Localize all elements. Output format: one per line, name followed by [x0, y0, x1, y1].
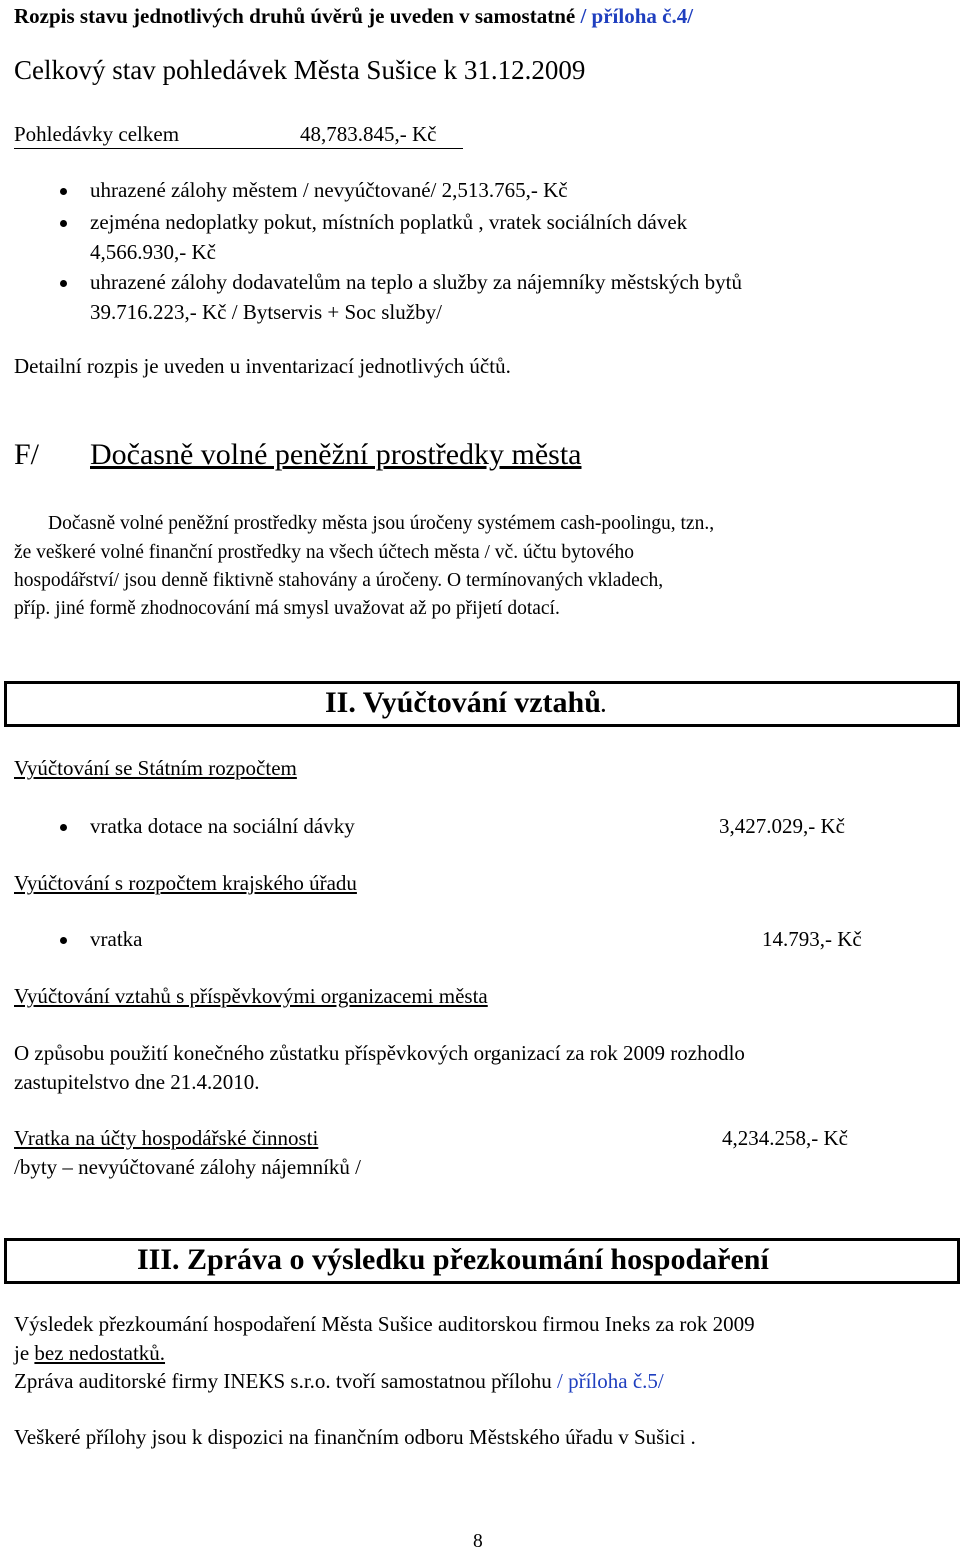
list-item: uhrazené zálohy městem / nevyúčtované/ 2,513.765,- Kč: [90, 178, 568, 202]
region-item-label: vratka: [90, 927, 143, 951]
org-text-line: zastupitelstvo dne 21.4.2010.: [14, 1070, 260, 1094]
bullet-icon: [60, 937, 67, 944]
bullet-icon: [60, 824, 67, 831]
list-item: zejména nedoplatky pokut, místních poplatků , vratek sociálních dávek: [90, 210, 688, 234]
receivables-total-value: 48,783.845,- Kč: [300, 122, 437, 146]
paragraph-line: příp. jiné formě zhodnocování má smysl uvažovat až po přijetí dotací.: [14, 598, 560, 619]
org-text-line: O způsobu použití konečného zůstatku příspěvkových organizací za rok 2009 rozhodlo: [14, 1041, 745, 1065]
section-f-title: Dočasně volné peněžní prostředky města: [90, 438, 582, 471]
availability-note: Veškeré přílohy jsou k dispozici na finančním odboru Městského úřadu v Sušici .: [14, 1425, 696, 1449]
list-item-continuation: 4,566.930,- Kč: [90, 240, 216, 264]
report-text: Zpráva auditorské firmy INEKS s.r.o. tvoří samostatnou přílohu: [14, 1369, 557, 1393]
region-item-value: 14.793,- Kč: [762, 927, 862, 951]
region-budget-title: Vyúčtování s rozpočtem krajského úřadu: [14, 871, 357, 895]
page-number: 8: [473, 1531, 483, 1552]
return-note: /byty – nevyúčtované zálohy nájemníků /: [14, 1155, 361, 1179]
section-ii-heading: II. Vyúčtování vztahů.: [325, 686, 606, 719]
list-item-continuation: 39.716.223,- Kč / Bytservis + Soc služby/: [90, 300, 442, 324]
receivables-total-label: Pohledávky celkem: [14, 122, 180, 146]
org-title: Vyúčtování vztahů s příspěvkovými organizacemi města: [14, 984, 488, 1008]
no-deficiencies-text: bez nedostatků.: [34, 1341, 166, 1365]
bullet-icon: [60, 220, 67, 227]
paragraph-line: Dočasně volné peněžní prostředky města jsou úročeny systémem cash-poolingu, tzn.,: [48, 513, 715, 534]
return-value: 4,234.258,- Kč: [722, 1126, 848, 1150]
attachment-4-link[interactable]: / příloha č.4/: [580, 4, 694, 28]
paragraph-line: že veškeré volné finanční prostředky na všech účtech města / vč. účtu bytového: [14, 542, 634, 563]
bullet-icon: [60, 280, 67, 287]
attachment-5-link[interactable]: / příloha č.5/: [557, 1369, 664, 1393]
state-item-label: vratka dotace na sociální dávky: [90, 814, 355, 838]
paragraph-line: hospodářství/ jsou denně fiktivně stahovány a úročeny. O termínovaných vkladech,: [14, 570, 664, 591]
report-line: [14, 1369, 664, 1394]
intro-text: Rozpis stavu jednotlivých druhů úvěrů je uveden v samostatné: [14, 4, 581, 28]
detail-note: Detailní rozpis je uveden u inventarizací jednotlivých účtů.: [14, 354, 511, 378]
section-iii-heading: III. Zpráva o výsledku přezkoumání hospodaření: [137, 1243, 769, 1276]
result-line: je bez nedostatků.: [14, 1341, 166, 1365]
section-ii-heading-box: [4, 681, 960, 727]
list-item: uhrazené zálohy dodavatelům na teplo a služby za nájemníky městských bytů: [90, 270, 742, 294]
receivables-title: Celkový stav pohledávek Města Sušice k 31.12.2009: [14, 55, 586, 85]
intro-line: [14, 4, 693, 29]
section-f-letter: F/: [14, 438, 40, 471]
total-underline: [14, 148, 463, 149]
state-item-value: 3,427.029,- Kč: [719, 814, 845, 838]
state-budget-title: Vyúčtování se Státním rozpočtem: [14, 756, 297, 780]
section-iii-heading-box: [4, 1238, 960, 1284]
result-line: Výsledek přezkoumání hospodaření Města Sušice auditorskou firmou Ineks za rok 2009: [14, 1312, 755, 1336]
bullet-icon: [60, 188, 67, 195]
return-label: Vratka na účty hospodářské činnosti: [14, 1126, 319, 1150]
